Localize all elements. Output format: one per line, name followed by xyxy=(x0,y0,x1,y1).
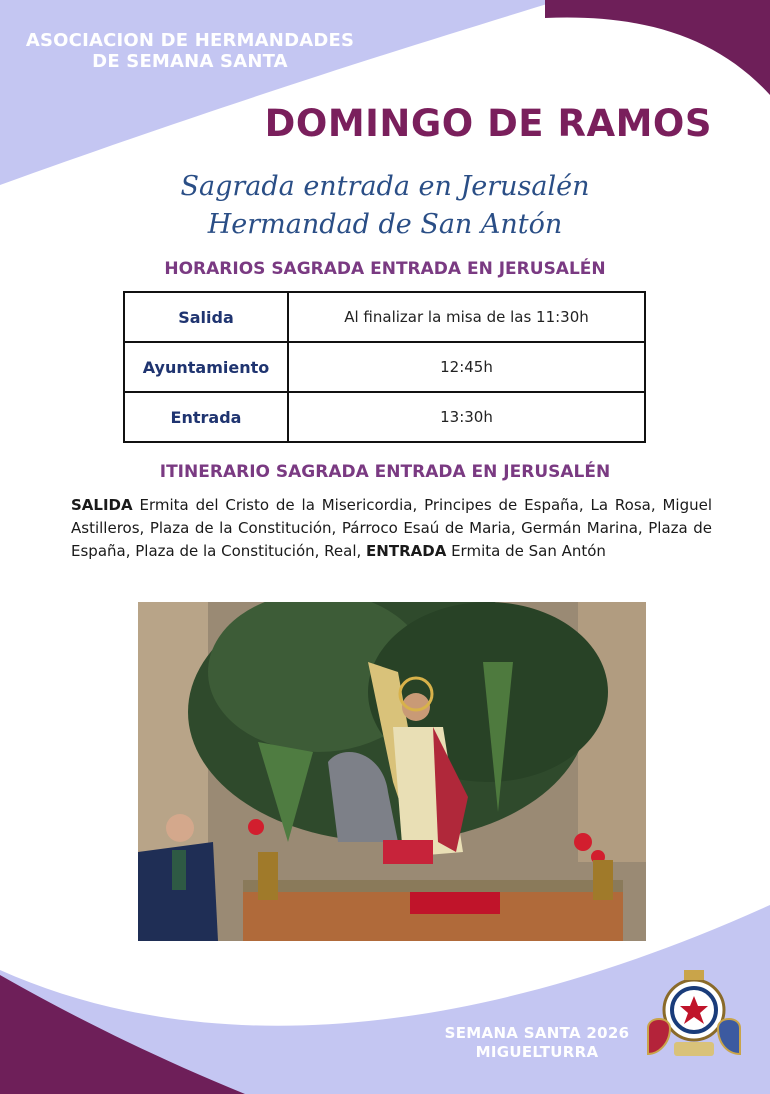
procession-photo xyxy=(138,602,646,941)
top-left-lavender-shape xyxy=(0,0,560,185)
schedule-heading: HORARIOS SAGRADA ENTRADA EN JERUSALÉN xyxy=(164,259,606,279)
association-line-1: ASOCIACION DE HERMANDADES xyxy=(25,30,355,51)
brotherhood-crest-icon xyxy=(644,966,744,1066)
schedule-label: Salida xyxy=(124,292,288,342)
procession-photo-illustration xyxy=(138,602,646,941)
footer-line-2: MIGUELTURRA xyxy=(475,1043,599,1061)
itinerary-start-label: SALIDA xyxy=(71,496,133,514)
association-line-2: DE SEMANA SANTA xyxy=(92,51,288,72)
itinerary-route: Ermita del Cristo de la Misericordia, Principes de España, La Rosa, Miguel Astilleros, Plaza de la Constitución, Párroco Esaú de Maria, Germán Marina, Plaza de España, Plaza de la Constitución, Real, xyxy=(71,496,712,560)
schedule-label: Ayuntamiento xyxy=(124,342,288,392)
itinerary-heading: ITINERARIO SAGRADA ENTRADA EN JERUSALÉN xyxy=(159,462,611,482)
itinerary-end-label: ENTRADA xyxy=(366,542,447,560)
itinerary-text xyxy=(71,494,712,563)
table-row xyxy=(124,292,645,342)
itinerary-end-place: Ermita de San Antón xyxy=(446,542,606,560)
table-row xyxy=(124,392,645,442)
footer-line-1: SEMANA SANTA 2026 xyxy=(444,1024,630,1042)
schedule-table xyxy=(123,291,646,443)
schedule-value: Al finalizar la misa de las 11:30h xyxy=(288,292,645,342)
schedule-value: 12:45h xyxy=(288,342,645,392)
event-subtitle xyxy=(0,168,770,244)
schedule-label: Entrada xyxy=(124,392,288,442)
table-row xyxy=(124,342,645,392)
event-name: Sagrada entrada en Jerusalén xyxy=(180,171,590,202)
top-right-purple-shape xyxy=(545,0,770,95)
brotherhood-name: Hermandad de San Antón xyxy=(207,209,563,240)
schedule-value: 13:30h xyxy=(288,392,645,442)
footer-event-label xyxy=(437,1024,637,1062)
association-name xyxy=(20,30,360,72)
page-title: DOMINGO DE RAMOS xyxy=(264,102,712,145)
